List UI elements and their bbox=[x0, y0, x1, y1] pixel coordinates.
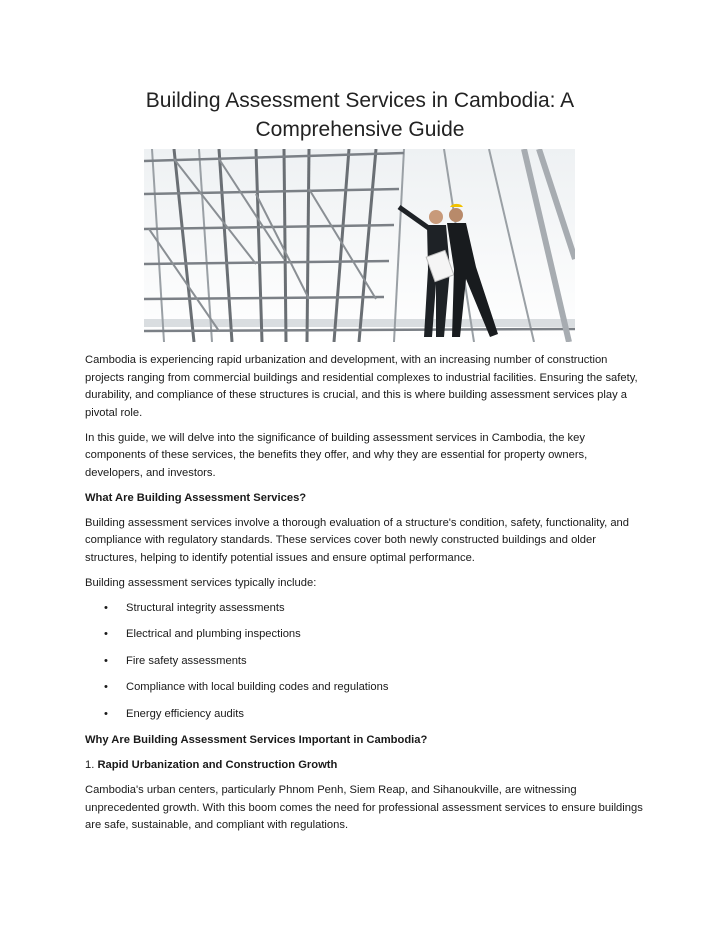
bullet-icon: • bbox=[104, 628, 108, 640]
article-body bbox=[85, 352, 645, 842]
services-list bbox=[85, 600, 645, 724]
bullet-icon: • bbox=[104, 707, 108, 720]
list-item: • Energy efficiency audits bbox=[85, 706, 645, 724]
page-title: Building Assessment Services in Cambodia: A Comprehensive Guide bbox=[145, 89, 575, 141]
subsection-heading bbox=[85, 757, 645, 775]
list-item: • Structural integrity assessments bbox=[85, 600, 645, 618]
section-heading: Why Are Building Assessment Services Important in Cambodia? bbox=[85, 734, 428, 746]
subsection-paragraph: Cambodia's urban centers, particularly Phnom Penh, Siem Reap, and Sihanoukville, are witnessing unprecedented growth. With this boom comes the need for professional assessment services to ensure buildings are safe, sustainable, and compliant with regulations. bbox=[85, 784, 643, 831]
list-item: • Fire safety assessments bbox=[85, 653, 645, 671]
subsection-number: 1. bbox=[85, 759, 95, 771]
section-heading: What Are Building Assessment Services? bbox=[85, 491, 307, 504]
bullet-icon: • bbox=[104, 601, 108, 614]
section-paragraph: Building assessment services involve a thorough evaluation of a structure's condition, safety, functionality, and compliance with regulatory standards. These services cover both newly constructed buildings and older structures, helping to identify potential issues and ensure optimal performance. bbox=[85, 516, 629, 564]
bullet-icon: • bbox=[104, 681, 108, 693]
list-item: • Electrical and plumbing inspections bbox=[85, 626, 645, 644]
bullet-icon: • bbox=[104, 654, 108, 667]
intro-paragraph: In this guide, we will delve into the significance of building assessment services in Cambodia, the key components of these services, the benefits they offer, and why they are essential for property owners, developers, and investors. bbox=[85, 431, 588, 479]
construction-photo bbox=[144, 149, 575, 342]
hero-image bbox=[144, 149, 575, 342]
intro-paragraph: Cambodia is experiencing rapid urbanization and development, with an increasing number of construction projects ranging from commercial buildings and residential complexes to industrial facilities. Ensuring the safety, durability, and compliance of these structures is crucial, and this is where building assessment services play a pivotal role. bbox=[85, 354, 638, 419]
list-intro: Building assessment services typically include: bbox=[85, 576, 317, 589]
list-item: • Compliance with local building codes and regulations bbox=[85, 679, 645, 697]
subsection-title: Rapid Urbanization and Construction Growth bbox=[97, 759, 338, 771]
